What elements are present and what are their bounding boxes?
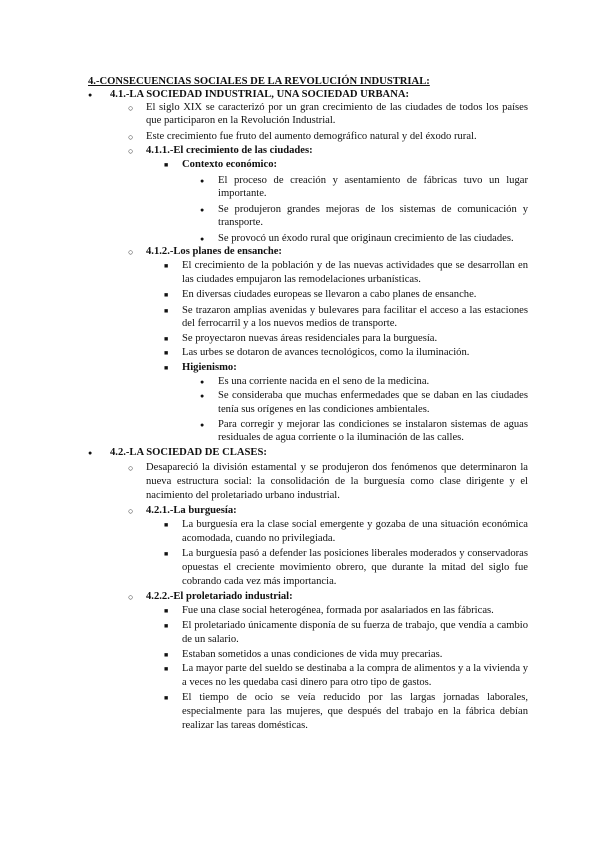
bullet-disc [200,418,204,432]
bullet-square [164,518,168,532]
bullet-square [164,619,168,633]
paragraph-line: nueva estructura social: la consolidación de la burguesía como clase dirigente y el [146,476,528,487]
paragraph-line: Las urbes se dotaron de avances tecnológicos, como la iluminación. [182,347,470,358]
paragraph-line: importante. [218,188,267,199]
bullet-disc [200,174,204,188]
bullet-square [164,691,168,705]
paragraph-line: realizar las tareas domésticas. [182,720,308,731]
bullet-circle [128,504,133,519]
paragraph-line: Se consideraba que muchas enfermedades que se daban en las ciudades [218,390,528,401]
subsection-heading-4-2-1: 4.2.1.-La burguesía: [146,505,237,516]
paragraph-line: Se produjeron grandes mejoras de los sistemas de comunicación y [218,204,528,215]
bullet-circle [128,130,133,145]
bullet-square [164,332,168,346]
paragraph-line: Se provocó un éxodo rural que originaun crecimiento de las ciudades. [218,233,514,244]
page-title: 4.-CONSECUENCIAS SOCIALES DE LA REVOLUCIÓN INDUSTRIAL: [88,76,430,87]
bullet-disc [200,389,204,403]
bullet-circle [128,590,133,605]
bullet-circle [128,144,133,159]
paragraph-line: La burguesía era la clase social emergente y gozaba de una situación económica [182,519,528,530]
paragraph-line: transporte. [218,217,264,228]
bullet-square [164,547,168,561]
bullet-circle [128,101,133,116]
paragraph-line: de un salario. [182,634,239,645]
bullet-square [164,648,168,662]
subsection-heading-4-1-1: 4.1.1.-El crecimiento de las ciudades: [146,145,313,156]
paragraph-line: Se proyectaron nuevas áreas residenciales para la burguesía. [182,333,438,344]
paragraph-line: Fue una clase social heterogénea, formada por asalariados en las fábricas. [182,605,494,616]
section-heading-4-1: 4.1.-LA SOCIEDAD INDUSTRIAL, UNA SOCIEDAD URBANA: [110,89,410,100]
paragraph-line: cobrando cada vez más importancia. [182,576,337,587]
bullet-square [164,304,168,318]
paragraph-line: La mayor parte del sueldo se destinaba a la compra de alimentos y a la vivienda y [182,663,528,674]
paragraph-line: Para corregir y mejorar las condiciones se instalaron sistemas de aguas [218,419,528,430]
paragraph-line: especialmente para las mujeres, que después del trabajo en la fábrica debían [182,706,528,717]
bullet-circle [128,461,133,476]
paragraph-line: acomodada, cuando no privilegiada. [182,533,336,544]
subheading-higienismo: Higienismo: [182,362,237,373]
bullet-square [164,288,168,302]
paragraph-line: nacimiento del proletariado urbano industrial. [146,490,340,501]
paragraph-line: Desapareció la división estamental y se produjeron dos fenómenos que determinaron la [146,462,528,473]
paragraph-line: Se trazaron amplias avenidas y bulevares para facilitar el acceso a las estaciones [182,305,528,316]
bullet-square [164,361,168,375]
paragraph-line: Estaban sometidos a unas condiciones de vida muy precarias. [182,649,443,660]
paragraph-line: residuales de agua corriente o la iluminación de las calles. [218,432,464,443]
bullet-disc [88,88,92,102]
bullet-square [164,346,168,360]
paragraph-line: opuestas el creciente movimiento obrero, que durante la mitad del siglo fue [182,562,528,573]
paragraph-line: a veces no les quedaba casi dinero para otro tipo de gastos. [182,677,432,688]
paragraph-line: que participaron en la Revolución Industrial. [146,115,336,126]
paragraph-line: las ciudades empujaron las remodelaciones urbanísticas. [182,274,421,285]
paragraph-line: Es una corriente nacida en el seno de la medicina. [218,376,430,387]
bullet-circle [128,245,133,260]
paragraph-line: La burguesía pasó a defender las posiciones liberales moderados y conservadoras [182,548,528,559]
bullet-disc [200,232,204,246]
paragraph-line: El siglo XIX se caracterizó por un gran crecimiento de las ciudades de todos los países [146,102,528,113]
subsection-heading-4-1-2: 4.1.2.-Los planes de ensanche: [146,246,282,257]
paragraph-line: El crecimiento de la población y de las nuevas actividades que se desarrollan en [182,260,528,271]
paragraph-line: El proceso de creación y asentamiento de fábricas tuvo un lugar [218,175,528,186]
bullet-disc [200,375,204,389]
section-heading-4-2: 4.2.-LA SOCIEDAD DE CLASES: [110,447,267,458]
paragraph-line: del ferrocarril y a los nuevos medios de transporte. [182,318,398,329]
paragraph-line: tenía sus orígenes en las condiciones ambientales. [218,404,430,415]
paragraph-line: En diversas ciudades europeas se llevaron a cabo planes de ensanche. [182,289,477,300]
bullet-square [164,604,168,618]
bullet-disc [88,446,92,460]
paragraph-line: El tiempo de ocio se veía reducido por las largas jornadas laborales, [182,692,528,703]
paragraph-line: Este crecimiento fue fruto del aumento demográfico natural y del éxodo rural. [146,131,477,142]
subsection-heading-4-2-2: 4.2.2.-El proletariado industrial: [146,591,293,602]
bullet-square [164,158,168,172]
bullet-square [164,662,168,676]
paragraph-line: El proletariado únicamente disponía de su fuerza de trabajo, que vendía a cambio [182,620,528,631]
bullet-square [164,259,168,273]
subheading-contexto: Contexto económico: [182,159,278,170]
bullet-disc [200,203,204,217]
